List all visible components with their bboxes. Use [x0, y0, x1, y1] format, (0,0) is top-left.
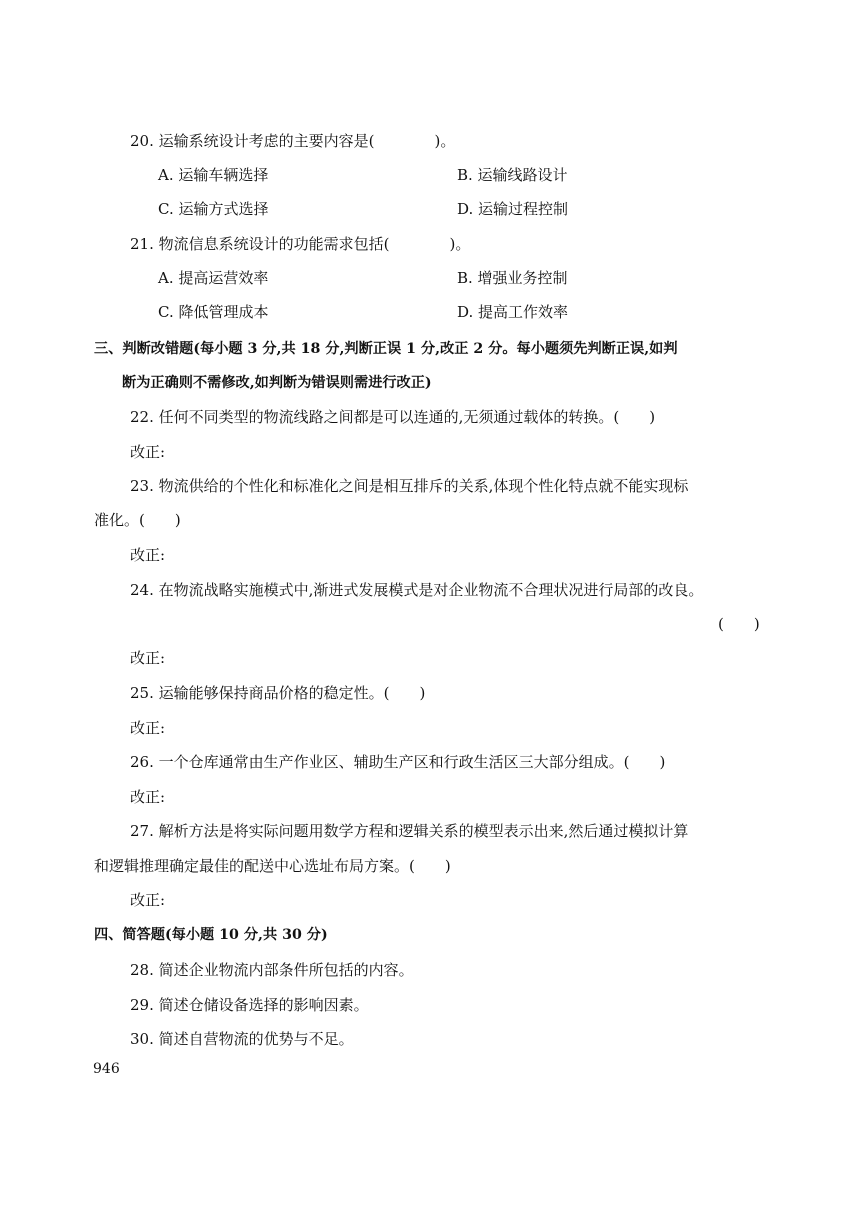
- q22-text: 22. 任何不同类型的物流线路之间都是可以连通的,无须通过载体的转换。( ): [130, 408, 656, 426]
- section4-heading: 四、简答题(每小题 10 分,共 30 分): [94, 927, 328, 943]
- q21-option-d: D. 提高工作效率: [457, 303, 569, 321]
- q27-correction-label: 改正:: [130, 891, 166, 909]
- q28-text: 28. 简述企业物流内部条件所包括的内容。: [130, 961, 414, 979]
- section3-heading-line2: 断为正确则不需修改,如判断为错误则需进行改正): [122, 375, 432, 391]
- q24-text-line1: 24. 在物流战略实施模式中,渐进式发展模式是对企业物流不合理状况进行局部的改良。: [130, 581, 704, 599]
- q20-option-c: C. 运输方式选择: [158, 200, 269, 218]
- q21-stem: 21. 物流信息系统设计的功能需求包括( )。: [130, 235, 471, 253]
- q20-option-d: D. 运输过程控制: [457, 200, 569, 218]
- q21-option-c: C. 降低管理成本: [158, 303, 269, 321]
- q21-option-b: B. 增强业务控制: [457, 269, 568, 287]
- q25-text: 25. 运输能够保持商品价格的稳定性。( ): [130, 684, 426, 702]
- q26-correction-label: 改正:: [130, 788, 166, 806]
- q23-text-line2: 准化。( ): [94, 511, 181, 529]
- q23-text-line1: 23. 物流供给的个性化和标准化之间是相互排斥的关系,体现个性化特点就不能实现标: [130, 477, 689, 495]
- q22-correction-label: 改正:: [130, 443, 166, 461]
- section3-heading-line1: 三、判断改错题(每小题 3 分,共 18 分,判断正误 1 分,改正 2 分。每小题须先判断正误,如判: [94, 341, 678, 357]
- q24-correction-label: 改正:: [130, 649, 166, 667]
- q30-text: 30. 简述自营物流的优势与不足。: [130, 1030, 354, 1048]
- q21-option-a: A. 提高运营效率: [158, 269, 269, 287]
- page-number: 946: [93, 1061, 120, 1077]
- q20-stem: 20. 运输系统设计考虑的主要内容是( )。: [130, 132, 456, 150]
- q26-text: 26. 一个仓库通常由生产作业区、辅助生产区和行政生活区三大部分组成。( ): [130, 753, 666, 771]
- q20-option-b: B. 运输线路设计: [457, 166, 568, 184]
- q24-text-line2: ( ): [718, 615, 760, 633]
- q29-text: 29. 简述仓储设备选择的影响因素。: [130, 996, 369, 1014]
- q23-correction-label: 改正:: [130, 546, 166, 564]
- q25-correction-label: 改正:: [130, 719, 166, 737]
- q20-option-a: A. 运输车辆选择: [158, 166, 269, 184]
- q27-text-line1: 27. 解析方法是将实际问题用数学方程和逻辑关系的模型表示出来,然后通过模拟计算: [130, 822, 689, 840]
- q27-text-line2: 和逻辑推理确定最佳的配送中心选址布局方案。( ): [94, 857, 451, 875]
